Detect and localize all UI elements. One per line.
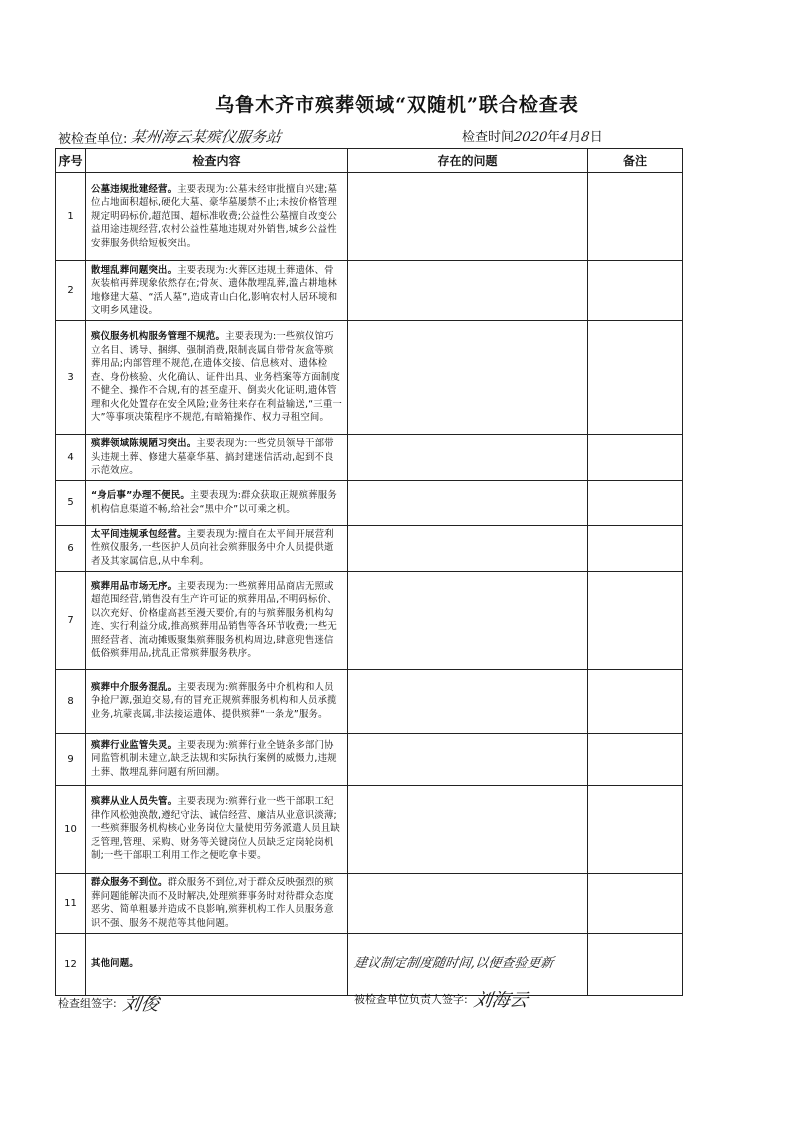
check-item-heading: 殡葬用品市场无序。 xyxy=(91,580,178,592)
check-item-heading: 殡葬行业监管失灵。 xyxy=(91,739,178,751)
check-item-detail: 主要表现为:一些殡仪馆巧立名目、诱导、捆绑、强制消费,限制丧属自带骨灰盒等殡葬用品;内部管理不规范,在遗体交接、信息核对、遗体检查、身份核验、火化确认、证件出具、业务档案等方面制度不健全、操作不合规,有的甚至虚开、倒卖火化证明,遗体管理和火化处置存在安全风险;业务往来存在利益输送,“三重一大”等事项决策程序不规范,有暗箱操作、权力寻租空间。 xyxy=(91,331,342,424)
check-item-detail: 主要表现为:殡葬行业一些干部职工纪律作风松弛涣散,遵纪守法、诚信经营、廉洁从业意识淡薄;一些殡葬服务机构核心业务岗位大量使用劳务派遣人员且缺乏管理,管理、采购、财务等关键岗位人员缺乏定岗轮岗机制;一些干部职工利用工作之便吃拿卡要。 xyxy=(91,796,340,862)
table-row xyxy=(56,173,683,261)
check-content-cell xyxy=(86,321,348,435)
note-cell xyxy=(588,933,683,995)
problem-cell xyxy=(348,733,588,785)
note-cell xyxy=(588,669,683,733)
unit-handwritten-value: 某州海云某殡仪服务站 xyxy=(130,128,283,146)
row-number: 11 xyxy=(56,873,86,933)
responsible-signature: 刘海云 xyxy=(472,990,529,1011)
row-number: 9 xyxy=(56,733,86,785)
problem-cell xyxy=(348,669,588,733)
check-item-detail: 主要表现为:殡葬服务中介机构和人员争抢尸源,强迫交易,有的冒充正规殡葬服务机构和人员承揽业务,坑蒙丧属,非法接运遗体、提供殡葬“一条龙”服务。 xyxy=(91,681,337,720)
note-cell xyxy=(588,785,683,873)
problem-cell xyxy=(348,173,588,261)
problem-cell xyxy=(348,321,588,435)
check-content-cell xyxy=(86,785,348,873)
note-cell xyxy=(588,173,683,261)
check-item-detail: 主要表现为:火葬区违规土葬遗体、骨灰装棺再葬现象依然存在;骨灰、遗体散埋乱葬,滥占耕地林地修建大墓、“活人墓”,造成青山白化,影响农村人居环境和文明乡风建设。 xyxy=(91,264,338,316)
date-month-handwritten: 4 xyxy=(559,130,570,145)
table-row xyxy=(56,873,683,933)
table-header-row xyxy=(56,149,683,173)
problem-cell xyxy=(348,571,588,669)
date-year-char: 年 xyxy=(547,130,561,145)
date-label: 检查时间 xyxy=(462,130,515,145)
problem-cell xyxy=(348,435,588,481)
check-item-heading: 太平间违规承包经营。 xyxy=(91,528,187,540)
header-problem: 存在的问题 xyxy=(348,149,588,173)
problem-cell xyxy=(348,785,588,873)
inspection-table xyxy=(55,148,683,996)
check-item-detail: 主要表现为:群众获取正规殡葬服务机构信息渠道不畅,给社会“黑中介”以可乘之机。 xyxy=(91,490,337,515)
check-content-cell xyxy=(86,669,348,733)
check-content-cell xyxy=(86,261,348,321)
note-cell xyxy=(588,321,683,435)
table-row xyxy=(56,571,683,669)
row-number: 8 xyxy=(56,669,86,733)
check-content-cell xyxy=(86,733,348,785)
note-cell xyxy=(588,525,683,571)
check-content-cell xyxy=(86,933,348,995)
responsible-signature-label: 被检查单位负责人签字: xyxy=(354,993,468,1006)
check-item-detail: 主要表现为:殡葬行业全链条多部门协同监管机制未建立,缺乏法规和实际执行案例的威慑力,违规土葬、散埋乱葬问题有所回潮。 xyxy=(91,739,337,778)
table-row xyxy=(56,733,683,785)
check-item-detail: 主要表现为:公墓未经审批擅自兴建;墓位占地面积超标,硬化大墓、豪华墓屡禁不止;未按价格管理规定明码标价,超范围、超标准收费;公益性公墓擅自改变公益用途违规经营,农村公益性墓地违规对外销售,城乡公益性安葬服务供给短板突出。 xyxy=(91,183,338,249)
row-number: 5 xyxy=(56,480,86,525)
check-item-heading: 殡仪服务机构服务管理不规范。 xyxy=(91,331,226,343)
note-cell xyxy=(588,571,683,669)
inspector-signature-line xyxy=(58,990,159,1016)
check-item-detail: 主要表现为:一些殡葬用品商店无照或超范围经营,销售没有生产许可证的殡葬用品,不明码标价、以次充好、价格虚高甚至漫天要价,有的与殡葬服务机构勾连、实行利益分成,推高殡葬用品销售等各环节收费;一些无照经营者、流动摊贩聚集殡葬服务机构周边,肆意兜售迷信低俗殡葬用品,扰乱正常殡葬服务秩序。 xyxy=(91,580,337,659)
table-row xyxy=(56,321,683,435)
inspection-date-line xyxy=(462,126,603,145)
check-item-heading: “身后事”办理不便民。 xyxy=(91,490,190,501)
header-note: 备注 xyxy=(588,149,683,173)
table-row xyxy=(56,480,683,525)
table-row xyxy=(56,669,683,733)
problem-cell xyxy=(348,525,588,571)
check-content-cell xyxy=(86,435,348,481)
check-content-cell xyxy=(86,525,348,571)
responsible-signature-line xyxy=(354,986,528,1012)
table-row xyxy=(56,261,683,321)
date-day-char: 日 xyxy=(589,130,603,145)
note-cell xyxy=(588,261,683,321)
note-cell xyxy=(588,733,683,785)
problem-cell xyxy=(348,261,588,321)
unit-label: 被检查单位: xyxy=(58,132,128,147)
check-item-heading: 公墓违规批建经营。 xyxy=(91,183,178,195)
row-number: 1 xyxy=(56,173,86,261)
note-cell xyxy=(588,480,683,525)
check-item-detail: 主要表现为:擅自在太平间开展营利性殡仪服务,一些医护人员向社会殡葬服务中介人员提供逝者及其家属信息,从中牟利。 xyxy=(91,528,334,567)
row-number: 12 xyxy=(56,933,86,995)
check-item-detail: 主要表现为:一些党员领导干部带头违规土葬、修建大墓豪华墓、搞封建迷信活动,起到不良示范效应。 xyxy=(91,438,334,476)
note-cell xyxy=(588,435,683,481)
row-number: 7 xyxy=(56,571,86,669)
problem-cell xyxy=(348,480,588,525)
date-year-handwritten: 2020 xyxy=(512,130,549,145)
problem-cell xyxy=(348,873,588,933)
page-title: 乌鲁木齐市殡葬领域“双随机”联合检查表 xyxy=(215,94,579,116)
check-item-heading: 殡葬领域陈规陋习突出。 xyxy=(91,438,197,449)
inspector-signature: 刘俊 xyxy=(121,994,160,1015)
row-number: 6 xyxy=(56,525,86,571)
header-content: 检查内容 xyxy=(86,149,348,173)
check-item-heading: 殡葬从业人员失管。 xyxy=(91,796,178,808)
check-content-cell xyxy=(86,173,348,261)
inspected-unit-line xyxy=(58,126,281,147)
check-item-heading: 散埋乱葬问题突出。 xyxy=(91,264,178,276)
table-row xyxy=(56,525,683,571)
date-day-handwritten: 8 xyxy=(580,130,591,145)
check-content-cell xyxy=(86,480,348,525)
inspector-signature-label: 检查组签字: xyxy=(58,997,117,1010)
date-month-char: 月 xyxy=(568,130,582,145)
row-number: 4 xyxy=(56,435,86,481)
note-cell xyxy=(588,873,683,933)
problem-handwritten-note: 建议制定制度随时间,以便查验更新 xyxy=(353,956,555,971)
row-number: 10 xyxy=(56,785,86,873)
check-content-cell xyxy=(86,873,348,933)
check-item-heading: 殡葬中介服务混乱。 xyxy=(91,681,178,693)
table-row xyxy=(56,435,683,481)
header-no: 序号 xyxy=(56,149,86,173)
table-row xyxy=(56,785,683,873)
check-item-detail: 群众服务不到位,对于群众反映强烈的殡葬问题能解决而不及时解决,处理殡葬事务时对待群众态度恶劣、简单粗暴并造成不良影响,殡葬机构工作人员服务意识不强、服务不规范等其他问题。 xyxy=(91,877,334,929)
row-number: 3 xyxy=(56,321,86,435)
check-item-heading: 群众服务不到位。 xyxy=(91,877,168,888)
check-content-cell xyxy=(86,571,348,669)
row-number: 2 xyxy=(56,261,86,321)
check-item-heading: 其他问题。 xyxy=(91,958,139,970)
